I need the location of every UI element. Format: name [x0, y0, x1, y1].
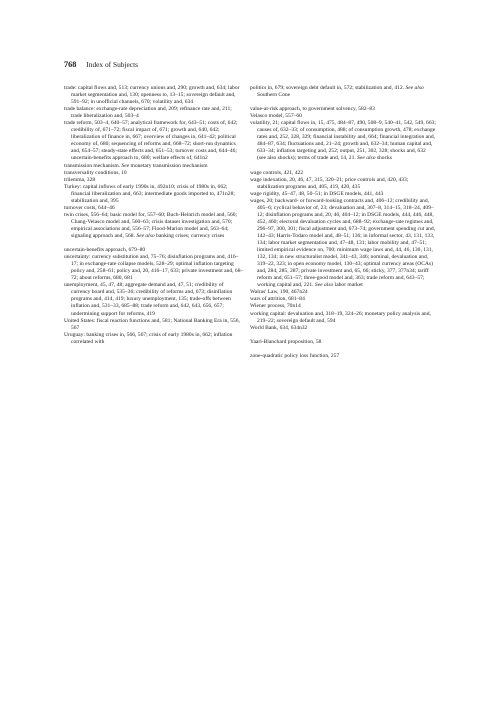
section-spacer [250, 163, 436, 170]
index-entry: Turkey: capital inflows of early 1990s in, 492n10; crisis of 1980s in, 662; financial liberalization and, 663; intermediate goods imported to, 471n28; stabilization and, 395 [64, 183, 235, 204]
index-entry: wage rigidity, 45–47, 48, 50–51; in DSGE models, 441, 443 [250, 190, 384, 197]
index-entry: wages, 20; backward- or forward-looking contracts and, 406–12; credibility and, 405–6; cyclical behavior of, 23; devaluation and, 307–8, 314–15, 318–24, 409–12; disinflation programs and, 20, 46, 404–12; in DSGE models, 444, 446, 448, 452, 460; electoral devaluation cycles and, 688–92; exchange-rate regimes and, 296–97, 300, 301; fiscal adjustment and, 673–74; government spending cut and, 142–43; Harris-Todaro model and, 48–51, 136; in informal sector, 43, 131, 133, 134; labor market segmentation and, 47–48, 131; labor mobility and, 47–51; limited empirical evidence on, 700; minimum wage laws and, 44, 46, 130, 131, 132, 134; in new structuralist model, 341–43, 346; nominal, devaluation and, 319–22, 323; in open economy model, 130–43; optimal currency areas (OCAs) and, 284, 285, 287; private investment and, 65, 66; sticky, 377, 377n34; tariff reform and, 651–57; three-good model and, 363; trade reform and, 643–57; working capital and, 221. See also labor market [250, 197, 436, 289]
index-entry: value-at-risk approach, to government solvency, 582–83 [250, 106, 375, 113]
running-header [64, 60, 138, 69]
running-title: Index of Subjects [86, 60, 139, 69]
index-entry-continued: politics in, 679; sovereign debt default in, 572; stabilization and, 412. See also Southern Cone [250, 85, 424, 99]
index-entry: uncertainty: currency substitution and, 75–76; disinflation programs and, 416–17; in exchange-rate collapse models, 528–29; optimal inflation targeting policy and, 258–61; policy and, 20, 416–17, 633; private investment and, 68–72; about reforms, 680, 681 [64, 254, 244, 282]
section-spacer [250, 346, 436, 353]
index-entry: Wiener process, 70n14 [250, 303, 301, 310]
index-entry: trade: capital flows and, 513; currency unions and, 290; growth and, 634; labor market segmentation and, 130; openness to, 13–15; sovereign default and, 591–92; in unofficial channels, 670; volatility and, 634 [64, 85, 240, 106]
index-entry: uncertain-benefits approach, 679–80 [64, 247, 146, 254]
index-entry: transmission mechanism. See monetary transmission mechanism [64, 162, 208, 169]
index-entry: wage indexation, 20, 46, 47, 315, 320–21; price controls and, 420, 433; stabilization programs and, 405, 419, 420, 435 [250, 176, 409, 190]
index-entry: wage controls, 421, 422 [250, 169, 304, 176]
index-entry: Velasco model, 557–60 [250, 113, 302, 120]
index-entry: United States: fiscal reaction functions and, 581; National Banking Era in, 556, 567 [64, 317, 240, 331]
index-entry: trilemma, 328 [64, 176, 96, 183]
index-entry: turnover costs, 644–46 [64, 204, 115, 211]
section-spacer [250, 99, 436, 106]
index-entry: Uruguay: banking crises in, 566, 567; crisis of early 1980s in, 662; inflation correlated with [64, 331, 233, 345]
index-entry: World Bank, 634, 634n32 [250, 324, 308, 331]
index-entry: Yaari-Blanchard proposition, 58 [250, 338, 322, 345]
index-entry: transversality conditions, 10 [64, 169, 127, 176]
index-entry: volatility, 21; capital flows in, 15, 475, 484–87, 490, 508–9, 540–41, 542, 549, 663; causes of, 632–33; of consumption, 488; of consumption growth, 478; exchange rates and, 252, 328, 329; financial instability and, 664; financial integration and, 484–87, 634; fluctuations and, 21–24; growth and, 632–34; human capital and, 633–34; inflation targeting and, 252; output, 251, 302, 328; shocks and, 632 (see also shocks); terms of trade and, 14, 21. See also shocks [250, 120, 436, 162]
index-entry: working capital: devaluation and, 318–19, 324–26; monetary policy analysis and, 219–22; sovereign default and, 594 [250, 310, 431, 324]
index-column-left [64, 85, 244, 346]
page-number: 768 [64, 60, 77, 69]
index-entry: Walras' Law, 190, 467n24 [250, 289, 308, 296]
section-spacer [250, 332, 436, 339]
index-entry: zone-quadratic policy loss function, 257 [250, 352, 340, 359]
index-column-right [250, 85, 436, 360]
index-entry: trade reform, 503–4, 640–57; analytical framework for, 643–51; costs of, 642; credibility of, 671–72; fiscal impact of, 671; growth and, 640, 642; liberalization of finance in, 667; overview of changes in, 641–42; political economy of, 680; sequencing of reforms and, 668–72; short-run dynamics and, 654–57; steady-state effects and, 651–53; turnover costs and, 644–46; uncertain-benefits approach to, 680; welfare effects of, 641n2 [64, 120, 238, 162]
index-entry: trade balance: exchange-rate depreciation and, 209; refinance rate and, 211; trade liberalization and, 503–4 [64, 106, 232, 120]
index-entry: twin crises, 556–64; basic model for, 557–60; Buch-Heinrich model and, 560; Chang-Velasco model and, 560–63; crisis dataset investigation and, 570; empirical associations and, 556–57; Flood-Marion model and, 563–64; signaling approach and, 568. See also banking crises; currency crises [64, 211, 238, 239]
index-entry: unemployment, 45, 47, 48; aggregate demand and, 47, 51; credibility of currency board and, 535–36; credibility of reforms and, 673; disinflation programs and, 414, 419; luxury unemployment, 135; trade-offs between inflation and, 531–33, 685–88; trade reform and, 642, 643, 656, 657; undermining support for reforms, 419 [64, 282, 233, 317]
index-entry: wars of attrition, 681–84 [250, 296, 305, 303]
